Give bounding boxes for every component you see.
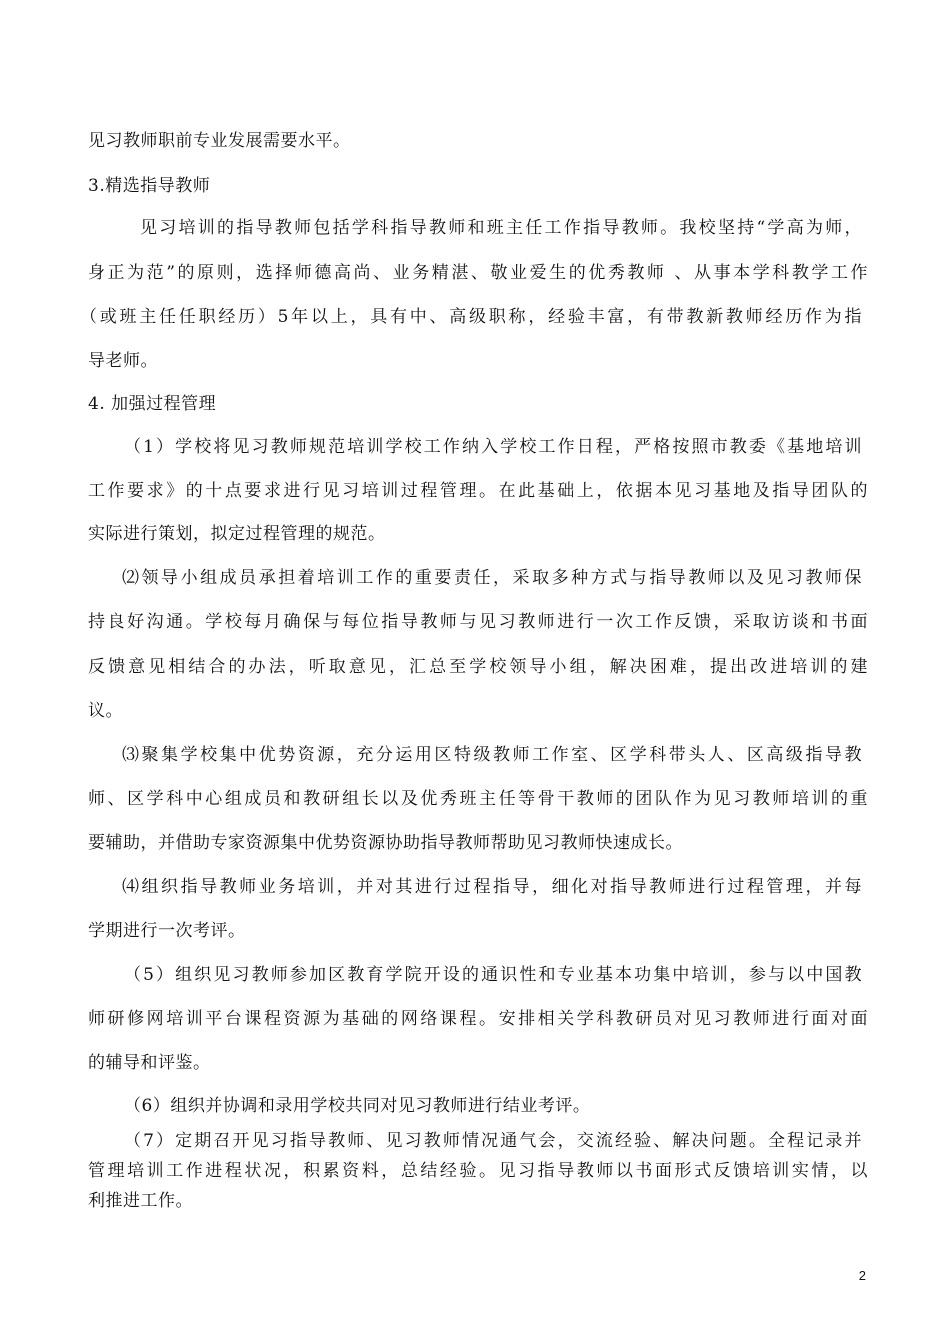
paragraph-line: 要辅助，并借助专家资源集中优势资源协助指导教师帮助见习教师快速成长。 bbox=[88, 833, 683, 853]
paragraph-line: （5）组织见习教师参加区教育学院开设的通识性和专业基本功集中培训，参与以中国教 bbox=[124, 965, 862, 985]
page-number: 2 bbox=[858, 1268, 866, 1283]
paragraph-line: 工作要求》的十点要求进行见习培训过程管理。在此基础上，依据本见习基地及指导团队的 bbox=[88, 481, 868, 501]
section-heading: 3.精选指导教师 bbox=[88, 176, 211, 196]
paragraph-line: ⑷组织指导教师业务培训，并对其进行过程指导，细化对指导教师进行过程管理，并每 bbox=[122, 877, 862, 897]
paragraph-line: 实际进行策划，拟定过程管理的规范。 bbox=[88, 524, 386, 544]
paragraph-line: （6）组织并协调和录用学校共同对见习教师进行结业考评。 bbox=[124, 1096, 591, 1116]
paragraph-line: （1）学校将见习教师规范培训学校工作纳入学校工作日程，严格按照市教委《基地培训 bbox=[124, 437, 862, 457]
paragraph-line: 的辅导和评鉴。 bbox=[88, 1053, 211, 1073]
paragraph-line: 管理培训工作进程状况，积累资料，总结经验。见习指导教师以书面形式反馈培训实情，以 bbox=[88, 1161, 868, 1181]
paragraph-line: ⑵领导小组成员承担着培训工作的重要责任，采取多种方式与指导教师以及见习教师保 bbox=[122, 568, 862, 588]
paragraph-line: 议。 bbox=[88, 701, 123, 721]
paragraph-line: 导老师。 bbox=[88, 351, 158, 371]
paragraph-line: 见习培训的指导教师包括学科指导教师和班主任工作指导教师。我校坚持“学高为师， bbox=[140, 218, 862, 238]
paragraph-line: 学期进行一次考评。 bbox=[88, 921, 246, 941]
paragraph-line: 师、区学科中心组成员和教研组长以及优秀班主任等骨干教师的团队作为见习教师培训的重 bbox=[88, 789, 868, 809]
paragraph-line: （或班主任任职经历）5年以上，具有中、高级职称，经验丰富，有带教新教师经历作为指 bbox=[80, 307, 862, 327]
paragraph-line: ⑶聚集学校集中优势资源，充分运用区特级教师工作室、区学科带头人、区高级指导教 bbox=[122, 745, 862, 765]
paragraph-line: （7）定期召开见习指导教师、见习教师情况通气会，交流经验、解决问题。全程记录并 bbox=[124, 1131, 862, 1151]
paragraph-line: 师研修网培训平台课程资源为基础的网络课程。安排相关学科教研员对见习教师进行面对面 bbox=[88, 1009, 868, 1029]
section-heading: 4. 加强过程管理 bbox=[88, 394, 217, 414]
paragraph-line: 反馈意见相结合的办法，听取意见，汇总至学校领导小组，解决困难，提出改进培训的建 bbox=[88, 657, 868, 677]
paragraph-line: 持良好沟通。学校每月确保与每位指导教师与见习教师进行一次工作反馈，采取访谈和书面 bbox=[88, 612, 868, 632]
paragraph-line: 利推进工作。 bbox=[88, 1191, 193, 1211]
paragraph-line: 见习教师职前专业发展需要水平。 bbox=[88, 131, 351, 151]
paragraph-line: 身正为范”的原则，选择师德高尚、业务精湛、敬业爱生的优秀教师 、从事本学科教学工作 bbox=[88, 263, 868, 283]
